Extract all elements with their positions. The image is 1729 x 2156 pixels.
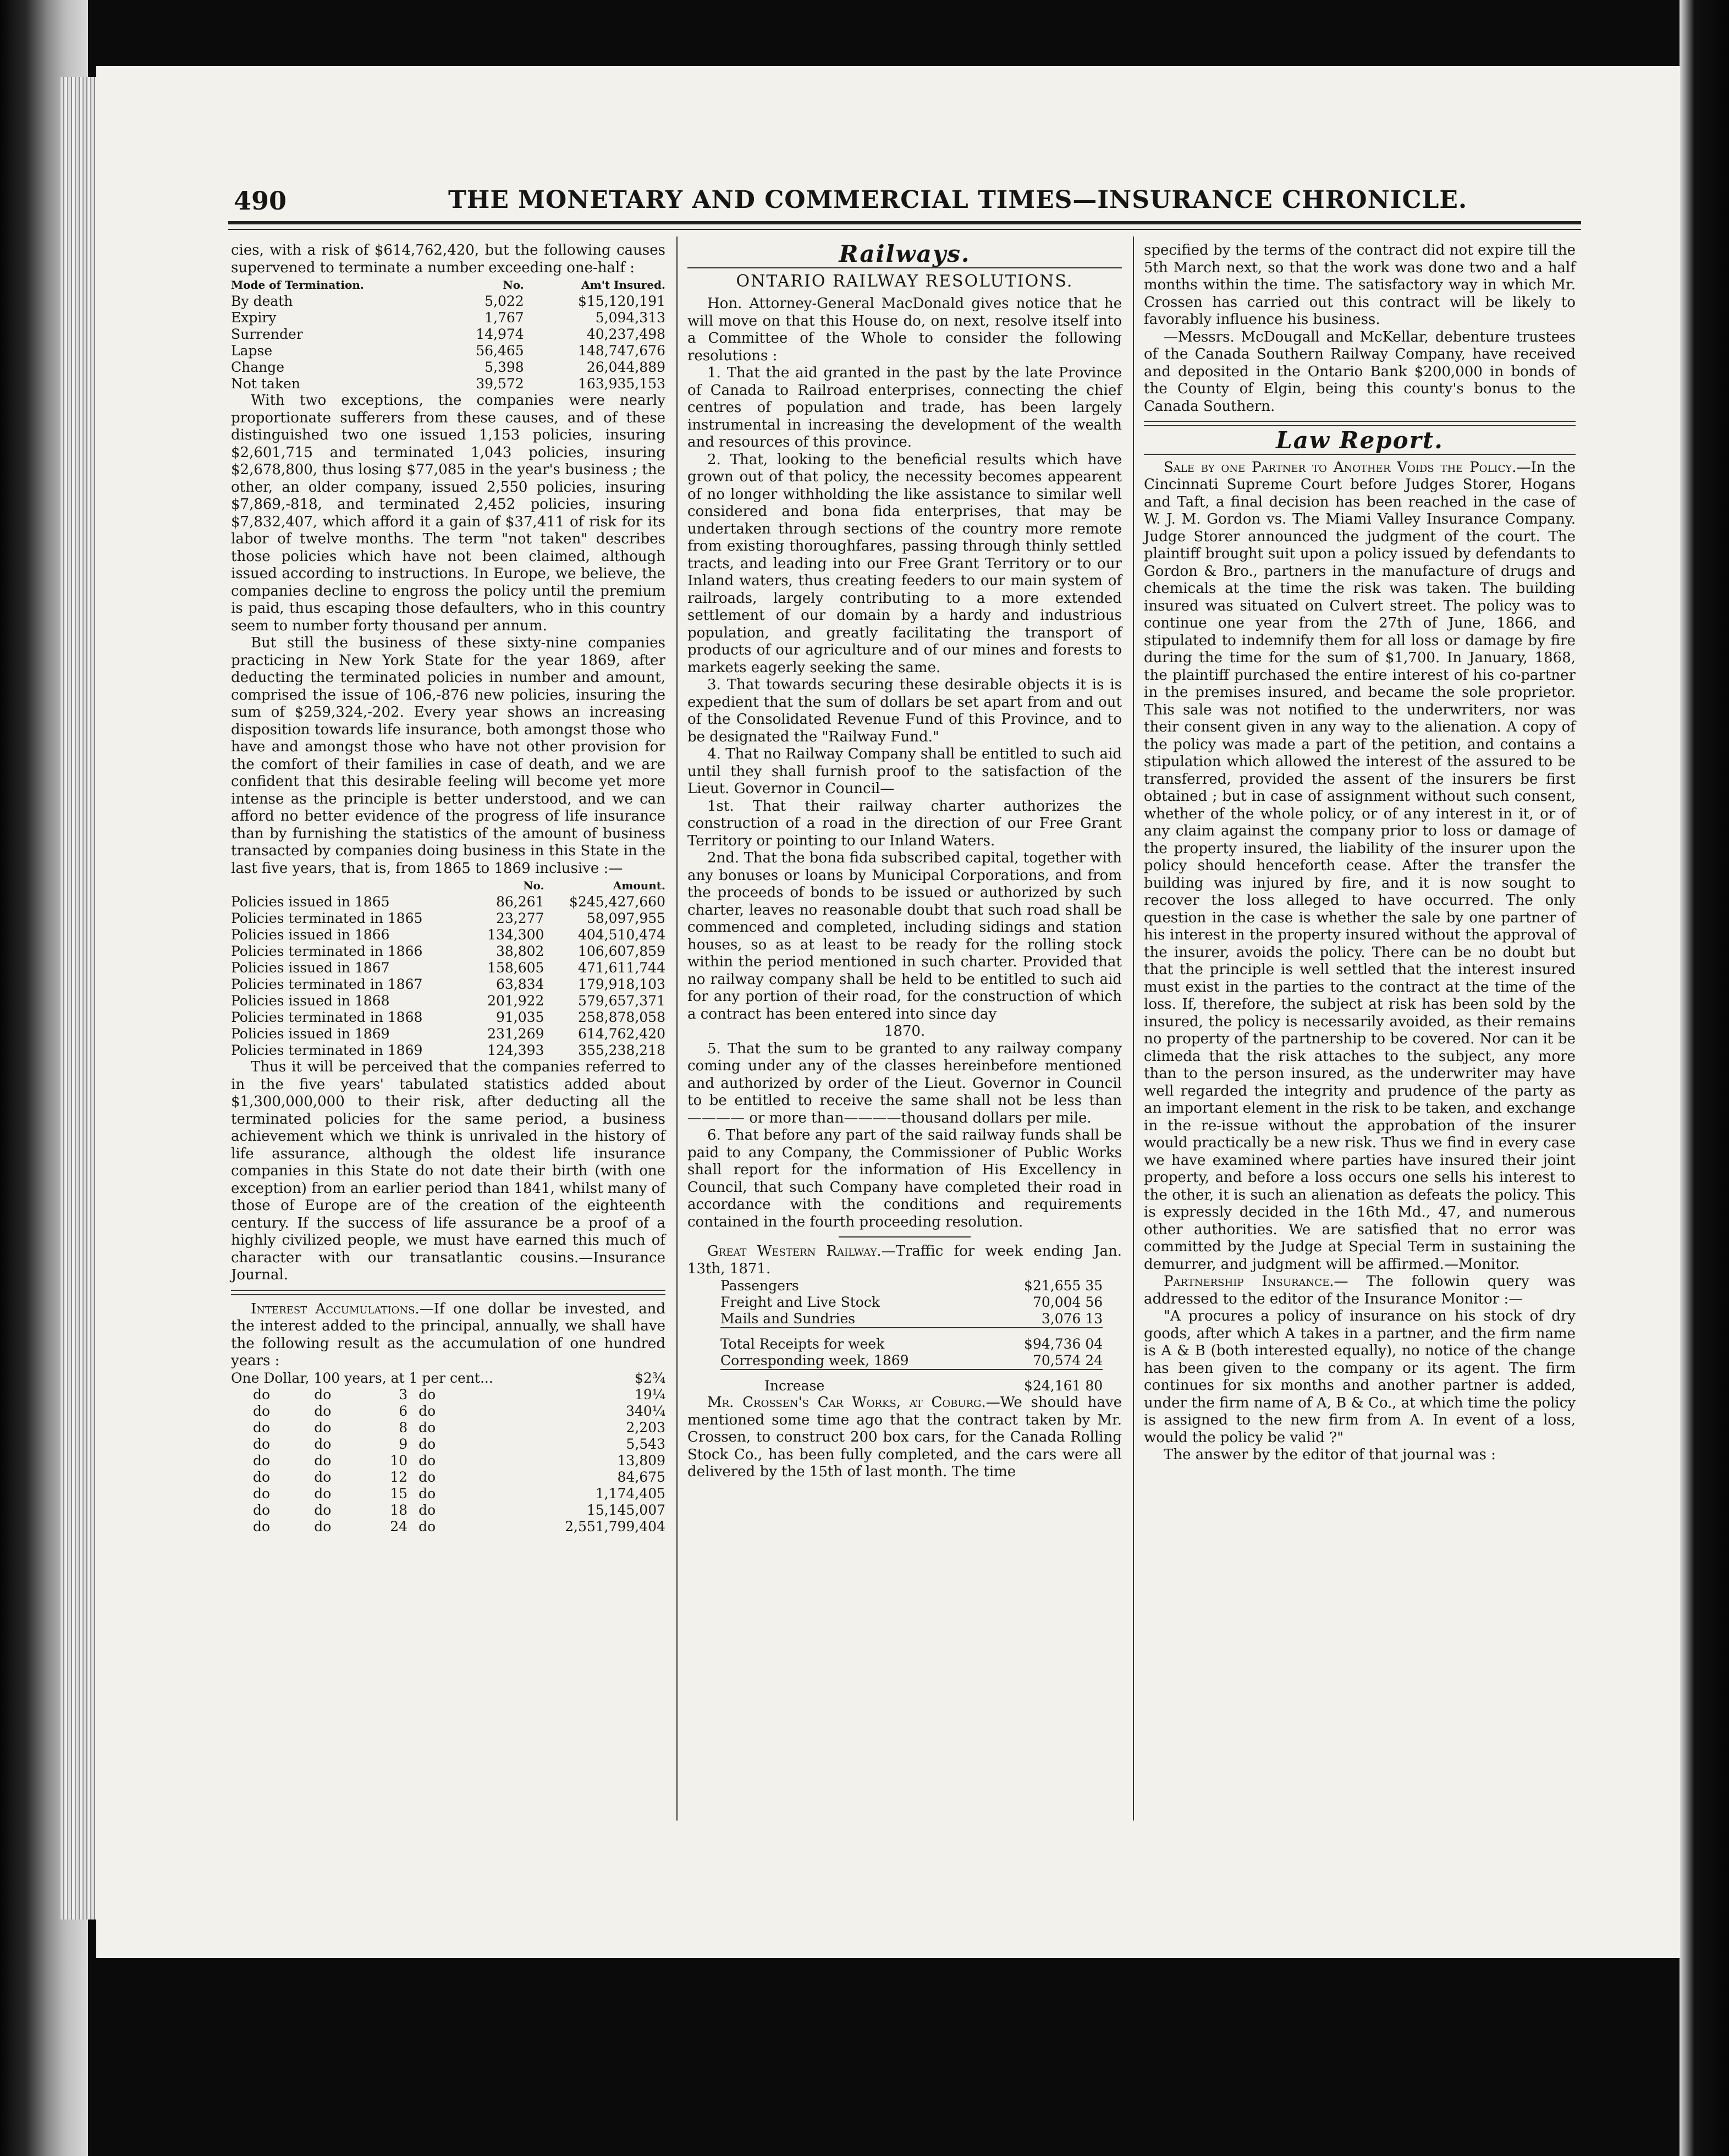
railways-heading: Railways. — [839, 240, 971, 267]
table-cell: do — [253, 1485, 271, 1502]
partnership-heading: Partnership Insurance. — [1164, 1273, 1334, 1290]
table-row — [231, 326, 665, 343]
table-row — [231, 1026, 665, 1042]
table-row — [720, 1328, 1103, 1352]
table-cell: do — [314, 1502, 332, 1518]
table-cell: do — [419, 1402, 436, 1419]
table-cell: 1,174,405 — [595, 1485, 665, 1502]
table-cell: 2,551,799,404 — [565, 1518, 665, 1535]
table-cell: do — [314, 1402, 332, 1419]
table-row — [231, 960, 665, 976]
paragraph: specified by the terms of the contract did not expire till the 5th March next, so that the work was done two and a half months within the time. The satisfactory way in which Mr. Crossen has carried out this contract will be likely to favorably influence his business. — [1144, 242, 1576, 328]
table-cell: 70,004 56 — [1032, 1294, 1103, 1310]
table-cell: 231,269 — [487, 1026, 544, 1042]
sale-heading: Sale by one Partner to Another Voids the Policy. — [1164, 459, 1517, 476]
table-cell: do — [253, 1436, 271, 1452]
publication-title: THE MONETARY AND COMMERCIAL TIMES—INSURANCE CHRONICLE. — [448, 186, 1468, 214]
column-right — [1144, 242, 1576, 1464]
table-row — [231, 1453, 665, 1469]
table-cell: 84,675 — [617, 1469, 665, 1485]
table-row — [231, 310, 665, 326]
table-cell: 201,922 — [487, 993, 544, 1009]
traffic-paragraph — [687, 1243, 1122, 1278]
page-number: 490 — [234, 186, 287, 216]
table-cell: do — [419, 1485, 436, 1502]
paragraph: Hon. Attorney-General MacDonald gives notice that he will move on that this House do, on next, resolve itself into a Committee of the Whole to consider the following resolutions : — [687, 295, 1122, 364]
table-cell: $94,736 04 — [1024, 1336, 1103, 1352]
table-header — [231, 877, 472, 894]
table-cell: do — [419, 1502, 436, 1518]
column-divider — [1133, 237, 1134, 1821]
table-cell: 106,607,859 — [577, 943, 665, 959]
paragraph: 2. That, looking to the beneficial results which have grown out of that policy, the necessity becomes appearent of no longer withholding the like assistance to similar well considered and bona fida enterprises, that may be undertaken through sections of the country more remote from existing thoroughfares, passing through thinly settled tracts, and leading into our Free Grant Territory or to our Inland waters, thus creating feeders to our main system of railroads, largely contributing to a more extended settlement of our domain by a hardy and industrious population, and greatly facilitating the transport of products of our agriculture and of our mines and forests to markets eagerly seeking the same. — [687, 451, 1122, 676]
column-middle — [687, 242, 1122, 1481]
table-cell: do — [419, 1386, 436, 1402]
column-left — [231, 242, 665, 1535]
termination-table — [231, 277, 665, 392]
table-cell: 340¼ — [626, 1402, 665, 1419]
table-cell: Policies issued in 1867 — [231, 960, 390, 976]
table-cell: do — [314, 1469, 332, 1485]
column-divider — [676, 237, 678, 1821]
table-cell: Increase — [764, 1378, 825, 1394]
table-cell: 163,935,153 — [577, 376, 665, 392]
table-cell: Freight and Live Stock — [720, 1294, 880, 1310]
year-line: 1870. — [884, 1023, 926, 1040]
table-cell: Total Receipts for week — [720, 1336, 885, 1352]
table-cell: 355,238,218 — [577, 1042, 665, 1058]
table-row — [720, 1294, 1103, 1311]
table-row — [720, 1278, 1103, 1294]
table-cell: 19¼ — [634, 1386, 665, 1402]
table-cell: 1,767 — [484, 310, 524, 326]
table-row — [231, 1387, 665, 1403]
table-header: No. — [523, 879, 544, 892]
table-cell: 12 — [390, 1469, 408, 1485]
interest-table — [231, 1370, 665, 1387]
table-row — [231, 1502, 665, 1519]
paragraph: 6. That before any part of the said railway funds shall be paid to any Company, the Commissioner of Public Works shall report for the information of His Excellency in Council, that such Company have completed their road in accordance with the conditions and requirements contained in the fourth proceeding resolution. — [687, 1127, 1122, 1230]
paragraph: The answer by the editor of that journal was : — [1164, 1447, 1496, 1463]
interest-rows-table — [231, 1387, 665, 1535]
table-row — [231, 293, 665, 310]
paragraph: Thus it will be perceived that the companies referred to in the five years' tabulated statistics added about $1,300,000,000 to their risk, after deducting all the terminated policies for the same period, a business achievement which we think is unrivaled in the history of life assurance, although the oldest life insurance companies in this State do not date their birth (with one exception) from an earlier period than 1841, whilst many of those of Europe are of the creation of the eighteenth century. If the success of life assurance be a proof of a highly civilized people, we must have earned this much of character with our transatlantic cousins.—Insurance Journal. — [231, 1059, 665, 1283]
table-row — [231, 1436, 665, 1453]
table-cell: do — [419, 1436, 436, 1452]
table-cell: 614,762,420 — [577, 1026, 665, 1042]
table-cell: 91,035 — [495, 1009, 544, 1025]
sale-paragraph — [1144, 459, 1576, 1274]
traffic-text: —Traffic for week ending Jan. 13th, 1871. — [687, 1243, 1122, 1277]
table-row — [231, 1009, 665, 1026]
paragraph: 3. That towards securing these desirable objects it is is expedient that the sum of dollars be set apart from and out of the Consolidated Revenue Fund of this Province, and to be designated the "Railway Fund." — [687, 676, 1122, 745]
table-cell: 3 — [399, 1386, 408, 1402]
table-cell: 39,572 — [476, 376, 524, 392]
table-cell: Policies issued in 1866 — [231, 927, 390, 943]
table-cell: 58,097,955 — [586, 910, 665, 926]
table-cell: Lapse — [231, 343, 273, 359]
table-cell: do — [253, 1518, 271, 1535]
table-cell: 404,510,474 — [577, 927, 665, 943]
table-cell: Expiry — [231, 310, 277, 326]
table-cell: 5,022 — [484, 293, 524, 309]
section-rule — [1144, 421, 1576, 426]
table-cell: Policies terminated in 1868 — [231, 1009, 423, 1025]
paragraph: With two exceptions, the companies were nearly proportionate sufferers from these causes, and of these distinguished two one issued 1,153 policies, insuring $2,601,715 and terminated 1,043 policies, insuring $2,678,800, thus losing $77,085 in the year's business ; the other, an older company, issued 2,550 policies, insuring $7,869,-818, and terminated 2,452 policies, insuring $7,832,407, which afford it a gain of $37,411 of risk for its labor of twelve months. The term "not taken" describes those policies which have not been claimed, although issued according to instructions. In Europe, we believe, the companies decline to engross the policy until the premium is paid, thus escaping those defaulters, who in this country seem to number forty thousand per annum. — [231, 392, 665, 634]
table-cell: Policies terminated in 1865 — [231, 910, 423, 926]
table-cell: 124,393 — [487, 1042, 544, 1058]
table-cell: Passengers — [720, 1278, 799, 1294]
paragraph: 4. That no Railway Company shall be entitled to such aid until they shall furnish proof to the satisfaction of the Lieut. Governor in Council— — [687, 746, 1122, 797]
table-row — [231, 976, 665, 993]
traffic-table — [720, 1278, 1103, 1394]
section-rule — [231, 1290, 665, 1295]
table-cell: 24 — [390, 1518, 408, 1535]
divider — [839, 1236, 971, 1238]
table-cell: do — [253, 1452, 271, 1469]
table-cell: Corresponding week, 1869 — [720, 1352, 909, 1368]
crossen-paragraph — [687, 1394, 1122, 1481]
law-report-heading: Law Report. — [1276, 427, 1444, 454]
crossen-heading: Mr. Crossen's Car Works, at Coburg. — [707, 1394, 986, 1411]
table-cell: 134,300 — [487, 927, 544, 943]
table-cell: 13,809 — [617, 1452, 665, 1469]
table-row — [231, 1469, 665, 1486]
table-cell: 5,094,313 — [595, 310, 665, 326]
table-cell: 2,203 — [626, 1419, 665, 1436]
interest-paragraph — [231, 1301, 665, 1370]
table-cell: 5,398 — [484, 359, 524, 375]
table-row — [231, 1042, 665, 1059]
table-cell: $24,161 80 — [1024, 1378, 1103, 1394]
table-cell: 579,657,371 — [577, 993, 665, 1009]
table-cell: Mails and Sundries — [720, 1311, 856, 1327]
crossen-text: —We should have mentioned some time ago that the contract taken by Mr. Crossen, to construct 200 box cars, for the Canada Rolling Stock Co., has been fully completed, and the cars were all delivered by the 15th of last month. The time — [687, 1394, 1122, 1480]
table-cell: 38,802 — [495, 943, 544, 959]
table-cell: Change — [231, 359, 285, 375]
table-cell: 18 — [390, 1502, 408, 1518]
table-row — [720, 1352, 1103, 1370]
table-cell: 8 — [399, 1419, 408, 1436]
table-cell: 63,834 — [495, 976, 544, 992]
table-row — [231, 993, 665, 1009]
page-header — [96, 182, 1680, 226]
paragraph: 2nd. That the bona fida subscribed capital, together with any bonuses or loans by Municipal Corporations, and from the proceeds of bonds to be issued or authorized by such charter, leaves no reasonable doubt that such road shall be commenced and completed, including sidings and station houses, so as at least to be ready for the rolling stock within the period mentioned in such charter. Provided that no railway company shall be held to be entitled to such aid for any portion of their road, for the construction of which a contract has been entered into since day — [687, 850, 1122, 1022]
table-cell: Policies terminated in 1869 — [231, 1042, 423, 1058]
paragraph: 5. That the sum to be granted to any railway company coming under any of the classes hereinbefore mentioned and authorized by order of the Lieut. Governor in Council to be entitled to receive the same shall not be less than———— or more than————thousand dollars per mile. — [687, 1040, 1122, 1126]
table-row — [231, 1519, 665, 1535]
table-cell: Policies terminated in 1867 — [231, 976, 423, 992]
table-cell: do — [253, 1419, 271, 1436]
table-cell: Surrender — [231, 326, 303, 342]
table-cell: do — [314, 1518, 332, 1535]
table-cell: do — [419, 1452, 436, 1469]
interest-heading: Interest Accumulations. — [251, 1300, 420, 1317]
paragraph: 1st. That their railway charter authorizes the construction of a road in the direction of our Free Grant Territory or pointing to our Inland Waters. — [687, 798, 1122, 849]
table-cell: Policies issued in 1868 — [231, 993, 390, 1009]
partnership-paragraph — [1144, 1273, 1576, 1308]
table-cell: $245,427,660 — [569, 894, 665, 910]
table-row — [231, 1486, 665, 1502]
table-cell: do — [253, 1502, 271, 1518]
table-cell: Policies issued in 1869 — [231, 1026, 390, 1042]
paragraph: But still the business of these sixty-nine companies practicing in New York State for the year 1869, after deducting the terminated policies in number and amount, comprised the issue of 106,-876 new policies, insuring the sum of $259,324,-202. Every year shows an increasing disposition towards life insurance, both amongst those who have and amongst those who have not other provision for the comfort of their families in case of death, and we are confident that this desirable feeling will become yet more intense as the principle is better understood, and we can afford no better evidence of the progress of life insurance than by furnishing the statistics of the amount of business transacted by companies doing business in this State in the last five years, that is, from 1865 to 1869 inclusive :— — [231, 635, 665, 877]
table-cell: One Dollar, 100 years, at 1 per cent... — [231, 1370, 493, 1386]
table-cell: Policies issued in 1865 — [231, 894, 390, 910]
table-cell: 3,076 13 — [1041, 1311, 1103, 1327]
book-binding-right — [1680, 0, 1729, 2156]
table-header: Mode of Termination. — [231, 278, 364, 292]
table-cell: 70,574 24 — [1032, 1352, 1103, 1368]
traffic-heading: Great Western Railway. — [707, 1243, 882, 1260]
table-cell: 15,145,007 — [586, 1502, 665, 1518]
table-cell: 148,747,676 — [577, 343, 665, 359]
table-cell: 15 — [390, 1485, 408, 1502]
table-cell: do — [419, 1469, 436, 1485]
table-cell: Policies terminated in 1866 — [231, 943, 423, 959]
paragraph: 1. That the aid granted in the past by the late Province of Canada to Railroad enterprises, connecting the chief centres of population and trade, has been largely instrumental in increasing the development of the wealth and resources of this province. — [687, 365, 1122, 450]
table-cell: 6 — [399, 1402, 408, 1419]
table-row — [231, 343, 665, 359]
table-header: Amount. — [613, 879, 665, 892]
table-row — [231, 1370, 665, 1387]
table-cell: 86,261 — [495, 894, 544, 910]
newspaper-page — [96, 66, 1680, 1958]
table-cell: do — [253, 1402, 271, 1419]
table-row — [231, 910, 665, 927]
table-cell: 471,611,744 — [577, 960, 665, 976]
table-cell: Not taken — [231, 376, 300, 392]
table-cell: 14,974 — [476, 326, 524, 342]
table-cell: do — [419, 1518, 436, 1535]
table-row — [231, 927, 665, 943]
table-header: No. — [503, 278, 524, 292]
table-header: Am't Insured. — [581, 278, 665, 292]
resolutions-title: ONTARIO RAILWAY RESOLUTIONS. — [736, 271, 1073, 291]
table-cell: do — [253, 1469, 271, 1485]
table-cell: 258,878,058 — [577, 1009, 665, 1025]
table-cell: do — [253, 1386, 271, 1402]
intro-text: cies, with a risk of $614,762,420, but the following causes supervened to terminate a number exceeding one-half : — [231, 242, 665, 276]
table-row — [720, 1311, 1103, 1328]
policy-table — [231, 877, 665, 1059]
table-cell: do — [314, 1452, 332, 1469]
header-rule — [228, 221, 1581, 224]
table-row — [720, 1370, 1103, 1394]
partnership-text: — The followin query was addressed to the editor of the Insurance Monitor :— — [1144, 1273, 1576, 1307]
table-cell: do — [314, 1485, 332, 1502]
table-cell: 56,465 — [476, 343, 524, 359]
table-cell: do — [314, 1386, 332, 1402]
sale-text: —In the Cincinnati Supreme Court before Judges Storer, Hogans and Taft, a final decision has been reached in the case of W. J. M. Gordon vs. The Miami Valley Insurance Company. Judge Storer announced the judgment of the court. The plaintiff brought suit upon a policy issued by defendants to Gordon & Bro., partners in the manufacture of drugs and chemicals at the time the risk was taken. The building insured was situated on Culvert street. The policy was to continue one year from the 27th of June, 1866, and stipulated to indemnify them for all loss or damage by fire during the time for the sum of $1,700. In January, 1868, the plaintiff purchased the entire interest of his co-partner in the premises insured, and became the sole proprietor. This sale was not notified to the underwriters, nor was their consent given in any way to the alienation. A copy of the policy was made a part of the petition, and contains a stipulation which allowed the interest of the assured to be transferred, provided the assent of the insurers be first obtained ; but in case of assignment without such consent, whether of the whole policy, or of any interest in it, or of any claim against the company prior to loss or damage of the property insured, the liability of the insurer upon the policy should henceforth cease. After the transfer the building was injured by fire, and it is now sought to recover the loss alleged to have occurred. The only question in the case is whether the sale by one partner of his interest in the property insured without the approval of the insurer, avoids the policy. There can be no doubt but that the principle is well settled that the interest insured must exist in the parties to the contract at the time of the loss. If, therefore, the subject at risk has been sold by the insured, the policy is necessarily avoided, as their remains no property of the partnership to be covered. Nor can it be climeda that the risk attaches to the subject, any more than to the person insured, as the underwriter may have well regarded the integrity and prudence of the party as an important element in the risk to be taken, and exchange in the re-issue without the approbation of the insurer would practically be a new risk. Thus we find in every case we have examined where parties have insured their joint property, and before a loss occurs one sells his interest to the other, it is such an alienation as defeats the policy. This is expressly decided in the 16th Md., 47, and numerous other authorities. We are satisfied that no error was committed by the Judge at Special Term in sustaining the demurrer, and judgment will be affirmed.—Monitor. — [1144, 459, 1576, 1273]
table-cell: $21,655 35 — [1024, 1278, 1103, 1294]
table-cell: do — [314, 1419, 332, 1436]
table-cell: $2¾ — [634, 1370, 665, 1386]
table-cell: 40,237,498 — [586, 326, 665, 342]
table-row — [231, 894, 665, 910]
table-cell: do — [419, 1419, 436, 1436]
table-cell: 179,918,103 — [577, 976, 665, 992]
paragraph: —Messrs. McDougall and McKellar, debenture trustees of the Canada Southern Railway Company, have received and deposited in the Ontario Bank $200,000 in bonds of the County of Elgin, being this county's bonus to the Canada Southern. — [1144, 328, 1576, 415]
table-cell: do — [314, 1436, 332, 1452]
table-cell: 158,605 — [487, 960, 544, 976]
quote-paragraph: "A procures a policy of insurance on his stock of dry goods, after which A takes in a partner, and the firm name is A & B (both interested equally), no notice of the change has been given to the company or its agent. The firm continues for six months and another partner is added, under the firm name of A, B & Co., at which time the policy is assigned to the new firm from A. In event of a loss, would the policy be valid ?" — [1144, 1308, 1576, 1446]
table-cell: 23,277 — [495, 910, 544, 926]
table-row — [231, 376, 665, 392]
table-row — [231, 359, 665, 376]
table-cell: By death — [231, 293, 293, 309]
header-rule-thin — [228, 229, 1581, 230]
table-cell: 10 — [390, 1452, 408, 1469]
table-cell: 5,543 — [626, 1436, 665, 1452]
table-row — [231, 943, 665, 960]
table-cell: 26,044,889 — [586, 359, 665, 375]
table-row — [231, 1420, 665, 1436]
table-cell: $15,120,191 — [577, 293, 665, 309]
table-row — [231, 1403, 665, 1420]
table-cell: 9 — [399, 1436, 408, 1452]
interest-text: —If one dollar be invested, and the interest added to the principal, annually, we shall have the following result as the accumulation of one hundred years : — [231, 1300, 665, 1369]
